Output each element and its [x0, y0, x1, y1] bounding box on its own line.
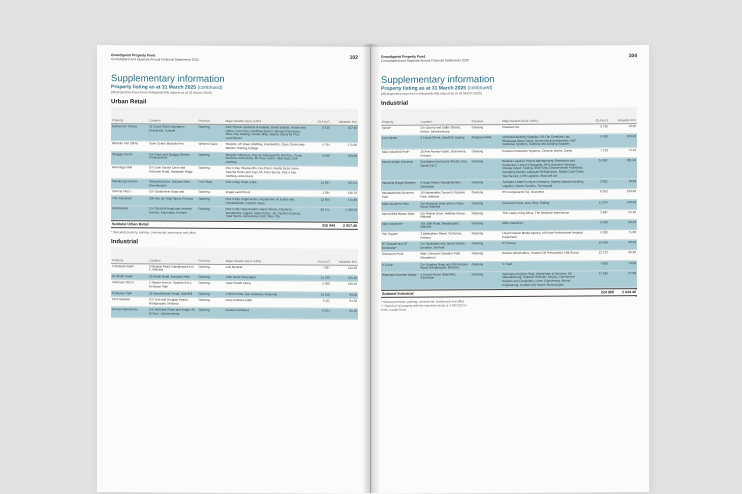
left-industrial-cell: 120.10: [331, 282, 358, 292]
right-industrial-cell: Pier Square: [381, 231, 419, 241]
left-industrial-cell: Centurion Park: [111, 290, 148, 297]
right-industrial-cell: Gauteng: [471, 210, 502, 220]
right-industrial-cell: Cnr Springbok and Jacaa Streets, Bardene, Jet Park: [419, 241, 470, 252]
right-industrial-cell: 71.00: [609, 230, 637, 240]
right-industrial-cell: 9 488: [586, 220, 609, 230]
right-running-title: [381, 54, 469, 63]
left-running-title: [111, 53, 199, 62]
left-page-number: 102: [349, 54, 358, 61]
right-industrial-cell: 12 272: [586, 250, 609, 260]
left-valuation-note: (All properties have been independently valued as at 31 March 2025): [111, 90, 212, 95]
right-industrial-cell: Cnr Quarry and Saffer Streets, Kelvin, Johannesburg: [419, 125, 470, 136]
right-industrial-cell: Crossed Fusion, Ipse, Strip Trading: [501, 199, 585, 210]
right-industrial-cell: Main Crescent Cylinders Path, Ettowebron: [419, 251, 470, 262]
right-industrial-col-header: Major tenants (GLA >10%): [501, 107, 585, 124]
right-industrial-cell: Mice Industries*: [381, 221, 419, 231]
right-footnote: * Shared premises, parking, commercial, warehouse and office: [381, 299, 465, 305]
urban-retail-cell: Sasolburg Centrum: [111, 179, 148, 189]
urban-retail-cell: 1 384: [309, 190, 331, 197]
urban-retail-cell: 107.38: [331, 125, 358, 143]
left-runhead-fund: Growthpoint Property Fund: [111, 53, 156, 58]
right-industrial-cell: 704 16th Road, Randjespark, Midrand: [419, 221, 470, 232]
right-industrial-cell: Gauteng: [471, 261, 502, 271]
right-industrial-body: [381, 124, 637, 290]
left-industrial-cell: Gauteng: [197, 264, 224, 274]
left-industrial-cell: 61.40: [331, 309, 358, 319]
urban-retail-cell: Shoprite Checkers, Pep Air, Moneyworth, Mr Price, Cross, Brobrew, Ackermans, Mr Price Home, Total Tools, Deli Clothing: [225, 152, 309, 166]
right-industrial-cell: 3 887: [586, 209, 609, 219]
urban-retail-cell: Western Cape: [197, 142, 224, 152]
urban-retail-cell: Pick n Pay Hypermarket, Game Stores, Checkers, Woolworths, Edgars, Virgin Active, Jet, Fashion Express, Total Sports, Ackermans, PEP, Shoe City: [225, 207, 309, 221]
urban-retail-cell: Summit Place -: [111, 189, 148, 196]
urban-retail-col-header: Province: [197, 108, 224, 125]
urban-retail-cell: Pick n Pay, Virgin Active, Department of Justice and Constitutional, Fashion Paolo: [225, 196, 309, 207]
right-industrial-cell: 16 Pret Avenue North, Brummeria, Pretoria: [419, 149, 470, 160]
urban-retail-cell: Town Centre Michelle Pen: [148, 141, 197, 152]
right-industrial-header-row: [381, 107, 637, 125]
left-page: [97, 45, 370, 494]
right-subtitle-cont: (continued): [467, 85, 493, 92]
right-industrial-cell: Meadowbrook Business Park: [381, 190, 419, 200]
urban-retail-cell: Cnr Garsfontein Road and: [148, 189, 197, 196]
left-industrial-col-header: Property: [111, 247, 148, 264]
left-industrial-cell: Gerson Warehouse: [111, 307, 148, 317]
left-industrial-cell: Link Medical: [225, 264, 309, 275]
left-industrial-row: [111, 307, 358, 319]
right-industrial-cell: 3 921: [586, 179, 609, 189]
right-industrial-cell: Kwesin Wholesalers, Protean Oil Prescription, Hilti Group: [501, 250, 585, 261]
urban-retail-cell: [331, 167, 358, 181]
right-runhead-fund: Growthpoint Property Fund: [381, 54, 426, 59]
right-industrial-cell: Gauteng: [471, 125, 502, 135]
left-industrial-col-header: Province: [197, 247, 224, 264]
right-page-number: 104: [628, 53, 637, 60]
urban-retail-cell: Gauteng: [197, 206, 224, 220]
urban-retail-footnote: * Specialist property, parking, commercial, warehouse and office: [111, 230, 197, 235]
right-industrial-cell: Gauteng: [471, 149, 502, 159]
right-industrial-cell: Manor Bridge Industrial: [381, 159, 419, 180]
left-industrial-cell: 35 Wroth Road*: [111, 274, 148, 281]
left-industrial-col-header: Major tenants (GLA >10%): [225, 248, 309, 265]
urban-retail-row: [111, 124, 358, 143]
left-industrial-cell: CDS Midrand: [111, 297, 148, 307]
urban-retail-subtotal: [111, 220, 358, 230]
urban-retail-cell: Cnr John Vorster Drive and Kazsuwe Road, Randpark Ridge: [148, 165, 197, 179]
right-industrial-subtotal-gla: 224 960: [601, 290, 614, 295]
urban-retail-cell: Riverridge Mall: [111, 165, 148, 179]
urban-retail-cell: Pick n Pay, Shell, Cobs: [225, 180, 309, 191]
right-industrial-cell: 2nd Manor and Barrie Streets, Kya Sands Ext 2: [419, 159, 470, 180]
right-industrial-cell: V-Track*: [381, 262, 419, 272]
urban-retail-cell: 31 Cross Street, Bantaprin Kelmervits, Tononth: [148, 124, 197, 142]
left-industrial-cell: Anderson Street: [111, 280, 148, 290]
right-industrial-cell: 54.20: [609, 209, 637, 219]
left-industrial-cell: Cnr Nicholas Street and Kruger St, Denver, Johannesburg: [148, 307, 197, 318]
right-industrial-cell: Gauteng: [471, 180, 502, 190]
right-industrial-cell: Plastools SA: [501, 124, 585, 135]
right-industrial-cell: 7 620: [586, 260, 609, 270]
right-runhead-sub: Consolidated and Separate Annual Financial Statements 2025: [381, 58, 469, 63]
urban-retail-cell: 8 310: [309, 125, 331, 143]
right-industrial-cell: 95.90: [609, 250, 637, 260]
urban-retail-cell: Gauteng: [197, 152, 224, 166]
right-industrial-cell: 9 180: [586, 134, 609, 148]
right-industrial-subtotal-label: Subtotal Industrial: [382, 291, 414, 297]
left-industrial-col-header: Valuation R'm: [331, 248, 358, 265]
left-industrial-table: [111, 247, 358, 320]
left-industrial-cell: 64.38: [331, 298, 358, 308]
left-industrial-cell: 131.40: [331, 275, 358, 282]
urban-retail-cell: 108.00: [331, 153, 358, 167]
urban-retail-cell: 290 Van der Walt Street, Pretoria: [148, 196, 197, 207]
right-page-title: Supplementary information: [381, 74, 495, 86]
left-industrial-cell: 5 Medical Road*: [111, 263, 148, 273]
right-industrial-cell: 105.20: [609, 134, 637, 148]
left-industrial-heading: Industrial: [111, 238, 139, 246]
right-industrial-cell: Gauteng: [471, 159, 502, 180]
right-industrial-subtotal-valuation: 2 644.46: [622, 290, 636, 295]
urban-retail-table: [111, 107, 358, 222]
left-subtitle-text: Property listing as at 31 March 2025: [111, 84, 197, 91]
left-industrial-body: [111, 263, 358, 319]
left-industrial-cell: 7 067: [309, 265, 331, 275]
urban-retail-col-header: Property: [111, 107, 148, 124]
right-industrial-cell: Cnr Rietvei Drive, Halfway House, Midrand: [419, 210, 470, 221]
right-industrial-cell: Industrial Bridge Shelters: [381, 180, 419, 190]
left-industrial-cell: Gauteng: [197, 281, 224, 291]
right-industrial-cell: 97.88: [609, 270, 637, 288]
urban-retail-col-header: Location: [148, 107, 197, 124]
left-industrial-cell: 11 218: [309, 292, 331, 299]
left-subtitle-cont: (continued): [197, 84, 223, 91]
urban-retail-cell: Gauteng: [197, 196, 224, 206]
right-industrial-row: [381, 158, 637, 181]
right-industrial-cell: 48.90: [609, 179, 637, 189]
right-industrial-cell: 73.88: [609, 260, 637, 270]
urban-retail-cell: The Tramshed: [111, 196, 148, 206]
right-industrial-cell: 90.25: [609, 219, 637, 229]
urban-retail-cell: Pick n Pay, Woolworths, Dis-Chem, Kwells Beza Home, Carrelia Home and Toys, Mr Price Sports, Pick n Pay Clothing, Ackermans: [225, 166, 309, 180]
right-industrial-cell: 78.38: [609, 124, 637, 134]
left-industrial-cell: 35 Wroth Road, Kempton Park: [148, 274, 197, 281]
right-industrial-cell: 8 093: [586, 189, 609, 199]
right-industrial-cell: 7 270: [586, 148, 609, 158]
right-industrial-cell: Millie Business Park: [381, 201, 419, 211]
urban-retail-cell: 12 604: [309, 197, 331, 207]
left-industrial-cell: Gauteng: [197, 274, 224, 281]
right-running-header: [381, 53, 637, 72]
right-industrial-cell: Cnr Richards Drive and Le Roux Road, Midrand: [419, 200, 470, 211]
right-industrial-cell: 9 728: [586, 124, 609, 134]
left-industrial-cell: Gauteng: [197, 297, 224, 307]
right-industrial-col-header: Location: [419, 108, 470, 125]
right-industrial-cell: Pretoria Productive Systems, Ceramic Works, Zoetis: [501, 148, 585, 159]
right-industrial-col-header: Valuation R'm: [609, 107, 637, 124]
right-industrial-cell: 98.50: [609, 240, 637, 250]
urban-retail-cell: Wonderpark: [111, 206, 148, 220]
urban-retail-cell: Eastra Cen Cresse: [111, 124, 148, 142]
urban-retail-row: [111, 206, 358, 222]
left-industrial-cell: Tiasel South Africa: [225, 281, 309, 292]
left-page-title: Supplementary information: [111, 73, 225, 85]
right-industrial-cell: Gauteng: [471, 190, 502, 200]
left-industrial-header-row: [111, 247, 358, 265]
left-industrial-cell: 5 360: [309, 281, 331, 291]
right-industrial-cell: Unlimited Building Supplies, SA The Creativity Lab, Wholesale Motor Glass, Government Investments, ABF Cellulosic Systems, Clothing and Building Supplies: [501, 134, 585, 148]
urban-retail-cell: Gauteng: [197, 166, 224, 180]
urban-retail-cell: Cnr Court and Quaggo Streets Pretoria West: [148, 151, 197, 165]
urban-retail-cell: 88 471: [309, 207, 331, 221]
left-industrial-cell: 6 104: [309, 308, 331, 318]
left-industrial-cell: Gauteng: [197, 308, 224, 318]
urban-retail-cell: [309, 166, 331, 180]
right-industrial-col-header: Province: [471, 108, 502, 125]
right-industrial-cell: RT Group: [501, 240, 585, 251]
right-industrial-cell: Miles Industries: [501, 220, 585, 231]
left-industrial-cell: Little Green Beverages: [225, 274, 309, 281]
right-industrial-row: [381, 270, 637, 289]
right-industrial-cell: Marsh/Wild Motors Dept.: [381, 211, 419, 221]
right-industrial-cell: Waterfall Industrial Village: [381, 272, 419, 290]
right-industrial-cell: 5 Hoad Street, Randjesfontein, Germiston: [419, 180, 470, 191]
urban-retail-cell: 105.51: [331, 180, 358, 190]
right-industrial-cell: 3 Bellingham Street, Centurion, Pretoria: [419, 231, 470, 242]
left-industrial-cell: 9 111: [309, 298, 331, 308]
right-page: [371, 45, 649, 494]
urban-retail-cell: Quaggo Centre: [111, 151, 148, 165]
right-industrial-cell: 301.90: [609, 158, 637, 179]
right-industrial-cell: Gauteng: [471, 251, 502, 261]
right-industrial-cell: Showroom Park: [381, 252, 419, 262]
right-industrial-cell: 3 Fourie Street, Industria, Epping: [419, 135, 470, 149]
left-industrial-cell: Gauteng: [197, 291, 224, 298]
left-industrial-cell: 11 760: [309, 275, 331, 282]
right-industrial-cell: Gauteng: [471, 200, 502, 210]
right-industrial-cell: Cnr Douglas Road and Old Pretoria Road, Randjespark, Midrand: [419, 261, 470, 272]
left-industrial-cell: 5 Medical Road, Randjespark Ext 2, Midrand: [148, 264, 197, 275]
right-industrial-cell: 9 300: [586, 230, 609, 240]
right-industrial-cell: Germany Progress Ship, Wholesaler & Services, SE Manufacturing, Hotpoint Refinder, Kingco, Commercial Repairs and Computers, Laser Engineering, Atomic Engineering, Contact Out Sword Technologies: [501, 271, 585, 289]
right-industrial-subtotal: [381, 288, 637, 298]
urban-retail-subtotal-label: Subtotal Urban Retail: [112, 222, 149, 227]
right-valuation-note: (All properties have been independently valued as at 31 March 2025): [381, 91, 482, 96]
left-industrial-cell: 32 Wonderboom Road, Hazelhill: [148, 291, 197, 298]
urban-retail-cell: 1 320.56: [331, 207, 358, 221]
left-runhead-sub: Consolidated and Separate Annual Financial Statements 2025: [111, 57, 199, 62]
right-industrial-cell: RS Components SA, Grassetra: [501, 189, 585, 200]
urban-retail-cell: Shoprite, Mr Braai, Multibuy, Woolworths, Cape Community Mission Training Collage: [225, 142, 309, 153]
left-industrial-cell: 99.50: [331, 292, 358, 299]
right-industrial-cell: 18 Nalnandela Crescent, Kyalami Park, Midrand: [419, 190, 470, 201]
urban-retail-cell: 171.00: [331, 143, 358, 153]
left-industrial-cell: 5 Tabaro Avenue, Spartan Ext 5, Kempton Park: [148, 280, 197, 291]
left-industrial-col-header: GLA (m²): [309, 248, 331, 265]
urban-retail-body: [111, 124, 358, 222]
right-industrial-cell: Lion Haven: [381, 135, 419, 149]
left-industrial-cell: Puzzles Solutions: [225, 308, 309, 319]
right-industrial-heading: Industrial: [381, 100, 409, 107]
right-industrial-table: [381, 107, 637, 290]
left-industrial-cell: 122.20: [331, 265, 358, 275]
urban-retail-cell: 5 794: [309, 142, 331, 152]
right-footnotes: [381, 299, 637, 312]
urban-retail-col-header: GLA (m²): [309, 109, 331, 126]
urban-retail-header-row: [111, 107, 358, 125]
right-industrial-cell: 17 296: [586, 271, 609, 289]
right-industrial-cell: Redline Logistics Project Management, Rainworks and Production, Lemon Packaging, NFD Business Services, Orange Indoor Trading, Shun King Environmental Protection, Cemetery Brands, Marquee Refrigeration, Mobile Cold Chain, Tool Service, LVM Logistics, Waxcroft Ltd: [501, 158, 585, 180]
right-industrial-cell: 128.50: [609, 199, 637, 209]
left-industrial-col-header: Location: [148, 247, 197, 264]
left-industrial-cell: Dove Animal Health: [225, 298, 309, 309]
right-industrial-cell: KwaZulu-Natal: [471, 135, 502, 149]
urban-retail-subtotal-gla: 215 444: [322, 223, 335, 228]
right-industrial-col-header: GLA (m²): [586, 107, 609, 124]
urban-retail-cell: 126.78: [331, 190, 358, 197]
right-industrial-cell: Gauteng: [471, 231, 502, 241]
urban-retail-cell: Gauteng: [197, 124, 224, 142]
right-industrial-cell: TCE Lawn Living Africa, The Medicine Warehouse: [501, 210, 585, 221]
right-subtitle-text: Property listing as at 31 March 2025: [381, 85, 467, 92]
urban-retail-col-header: Valuation R'm: [331, 109, 358, 126]
right-industrial-cell: 74.40: [609, 148, 637, 158]
urban-retail-cell: 11 037: [309, 180, 331, 190]
right-footnote: # Ms. Comal Fund: [381, 307, 406, 312]
right-industrial-cell: Gauteng: [471, 241, 502, 251]
right-industrial-col-header: Property: [381, 109, 419, 126]
right-industrial-cell: 19 559: [586, 240, 609, 250]
urban-retail-cell: 171.88: [331, 197, 358, 207]
left-industrial-cell: T-Shirt Prima, Sun Delaware Seasonal: [225, 291, 309, 298]
right-industrial-cell: 150.00: [609, 189, 637, 199]
left-industrial-cell: Cnr Tom and Douglas Roads, Randjespark, Midrand: [148, 297, 197, 308]
right-industrial-cell: Kelvin*: [381, 125, 419, 135]
left-running-header: [111, 53, 358, 72]
urban-retail-subtotal-valuation: 2 917.46: [343, 223, 357, 228]
urban-retail-cell: Vegan Land Rover: [225, 190, 309, 197]
urban-retail-heading: Urban Retail: [111, 99, 147, 106]
urban-retail-cell: Gauteng: [197, 190, 224, 197]
right-industrial-cell: Turnfield 2 Mall Furniture Creations, Stanley Bassen Booking Logistics, Route Couriers, Technograf: [501, 179, 585, 190]
right-industrial-cell: Lloyd Finance Media Agency, Alt Pulse Professional Imaging Equipment: [501, 230, 585, 241]
right-footnote: ** Total GLA of property with the industrial sector is 4 400 323 m²: [381, 303, 467, 308]
right-industrial-cell: RT Tecknet and RT Generator*: [381, 241, 419, 251]
urban-retail-cell: Sanoscha Drive, Kollvard Park, Bloemfontein: [148, 179, 197, 190]
right-industrial-cell: 34 007: [586, 158, 609, 179]
right-industrial-cell: Gauteng: [471, 220, 502, 230]
right-industrial-cell: Maxi Industrial Park*: [381, 149, 419, 159]
right-industrial-cell: V-Track: [501, 261, 585, 272]
urban-retail-cell: Michelle Pen (36%): [111, 141, 148, 151]
urban-retail-cell: Free State: [197, 179, 224, 189]
right-industrial-cell: 11 074: [586, 199, 609, 209]
urban-retail-cell: 9 840: [309, 153, 331, 167]
right-industrial-cell: 4 Lincoln Road, Waterfalls, Germiston: [419, 272, 470, 290]
right-industrial-cell: Gauteng: [471, 271, 502, 289]
urban-retail-cell: DEFI Sports, Elohome & Holland, Brand Brands, House and Home, Lover Arts, Cashflow Motors, Strong Pharmacies, Shoe City, Waiting, Rostim Milla, Awarta Jimmy Mr Pice, Food Stores: [225, 124, 309, 142]
urban-retail-cell: Cnr Old Brits Road and Heinrich Avenue, Karenpark, Pretoria: [148, 206, 197, 220]
urban-retail-col-header: Major tenants (GLA >10%): [225, 108, 309, 125]
